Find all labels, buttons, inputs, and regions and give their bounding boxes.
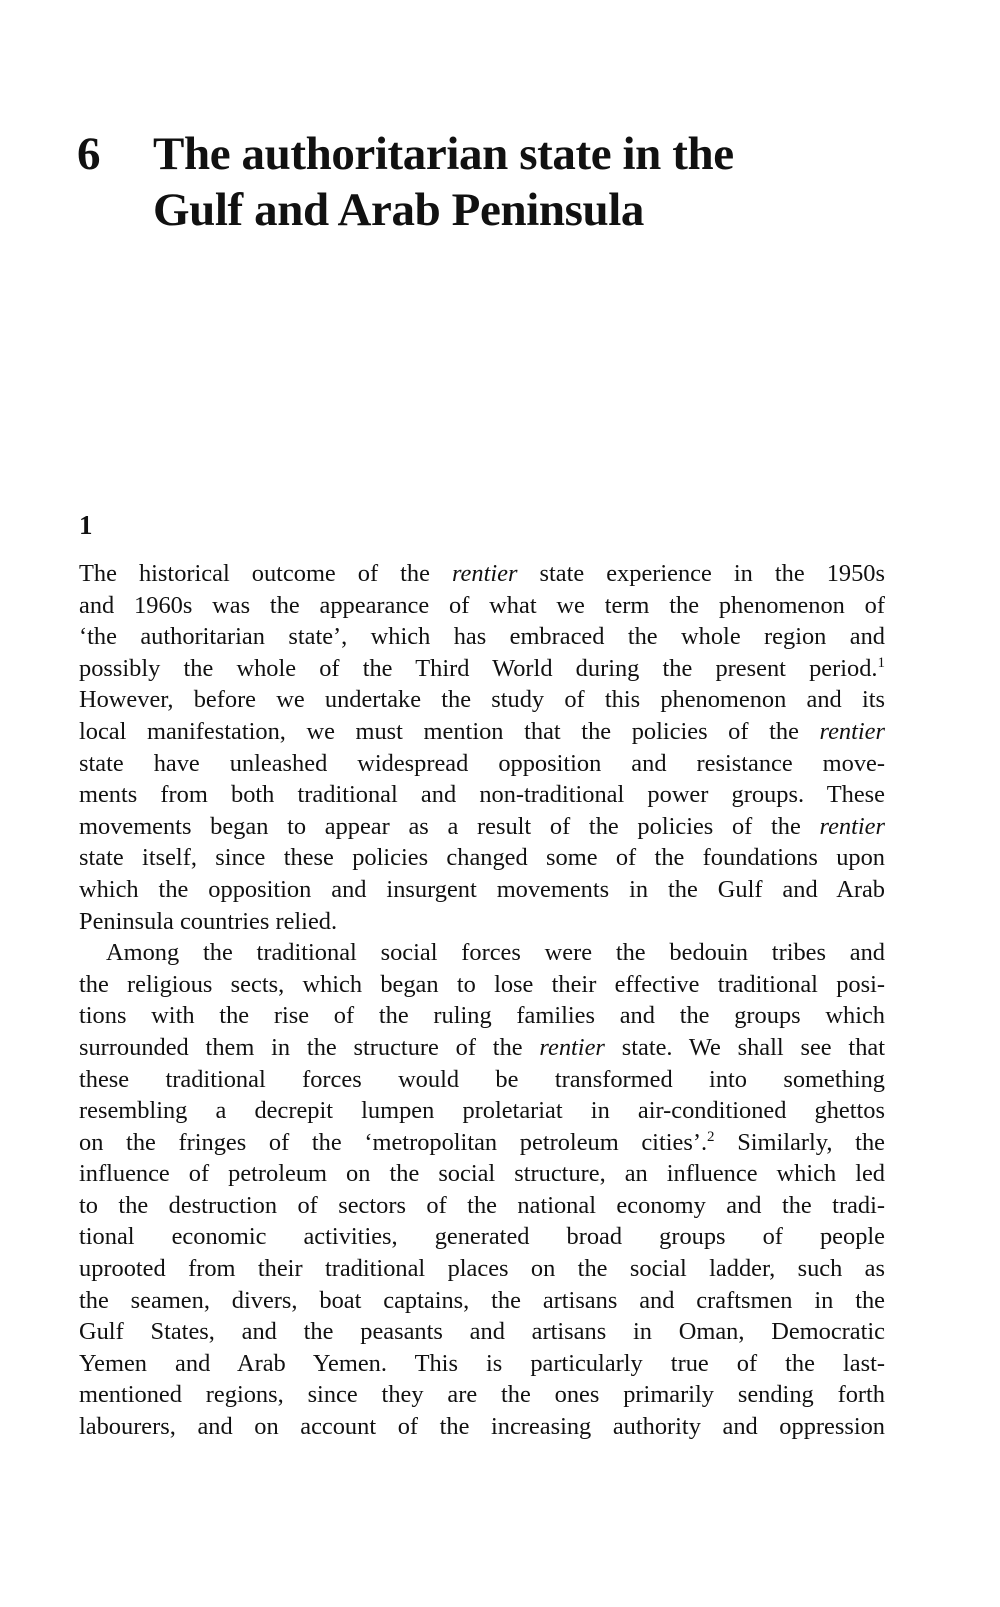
- body-text: [79, 558, 885, 1443]
- text-line: Yemen and Arab Yemen. This is particularly true of the last-: [79, 1349, 885, 1377]
- text-line: tions with the rise of the ruling families and the groups which: [79, 1002, 885, 1030]
- text-line: Among the traditional social forces were the bedouin tribes and: [106, 939, 885, 967]
- text-line: state itself, since these policies changed some of the foundations upon: [79, 844, 885, 872]
- text-line: Gulf States, and the peasants and artisans in Oman, Democratic: [79, 1318, 885, 1346]
- text-line: resembling a decrepit lumpen proletariat in air-conditioned ghettos: [79, 1097, 885, 1125]
- text-line: labourers, and on account of the increasing authority and oppression: [79, 1413, 885, 1441]
- text-line: However, before we undertake the study of this phenomenon and its: [79, 686, 885, 714]
- text-line: influence of petroleum on the social structure, an influence which led: [79, 1160, 885, 1188]
- text-line: state have unleashed widespread opposition and resistance move-: [79, 749, 885, 777]
- text-line: mentioned regions, since they are the ones primarily sending forth: [79, 1381, 885, 1409]
- section-number: 1: [79, 510, 93, 540]
- text-line: tional economic activities, generated broad groups of people: [79, 1223, 885, 1251]
- paragraph: [79, 937, 885, 1443]
- text-line: Peninsula countries relied.: [79, 907, 338, 935]
- text-line: uprooted from their traditional places on the social ladder, such as: [79, 1255, 885, 1283]
- text-line: surrounded them in the structure of the rentier state. We shall see that: [79, 1033, 885, 1061]
- text-line: on the fringes of the ‘metropolitan petroleum cities’.$^2$ Similarly, the: [79, 1128, 885, 1156]
- paragraph: [79, 558, 885, 937]
- text-line: ‘the authoritarian state’, which has embraced the whole region and: [79, 623, 885, 651]
- text-line: ments from both traditional and non-traditional power groups. These: [79, 781, 885, 809]
- chapter-title-line: The authoritarian state in the: [153, 128, 734, 180]
- text-line: and 1960s was the appearance of what we term the phenomenon of: [79, 591, 885, 619]
- text-line: local manifestation, we must mention that the policies of the rentier: [79, 717, 885, 745]
- text-line: which the opposition and insurgent movements in the Gulf and Arab: [79, 875, 885, 903]
- chapter-title-line: Gulf and Arab Peninsula: [153, 184, 644, 236]
- text-line: to the destruction of sectors of the national economy and the tradi-: [79, 1191, 885, 1219]
- chapter-number: 6: [77, 128, 101, 180]
- text-line: the religious sects, which began to lose their effective traditional posi-: [79, 970, 885, 998]
- text-line: these traditional forces would be transformed into something: [79, 1065, 885, 1093]
- chapter-heading: [77, 126, 897, 238]
- text-line: possibly the whole of the Third World during the present period.$^1$: [79, 654, 885, 682]
- text-line: the seamen, divers, boat captains, the artisans and craftsmen in the: [79, 1286, 885, 1314]
- chapter-title: [153, 126, 897, 238]
- text-line: movements began to appear as a result of the policies of the rentier: [79, 812, 885, 840]
- text-line: The historical outcome of the rentier state experience in the 1950s: [79, 560, 885, 587]
